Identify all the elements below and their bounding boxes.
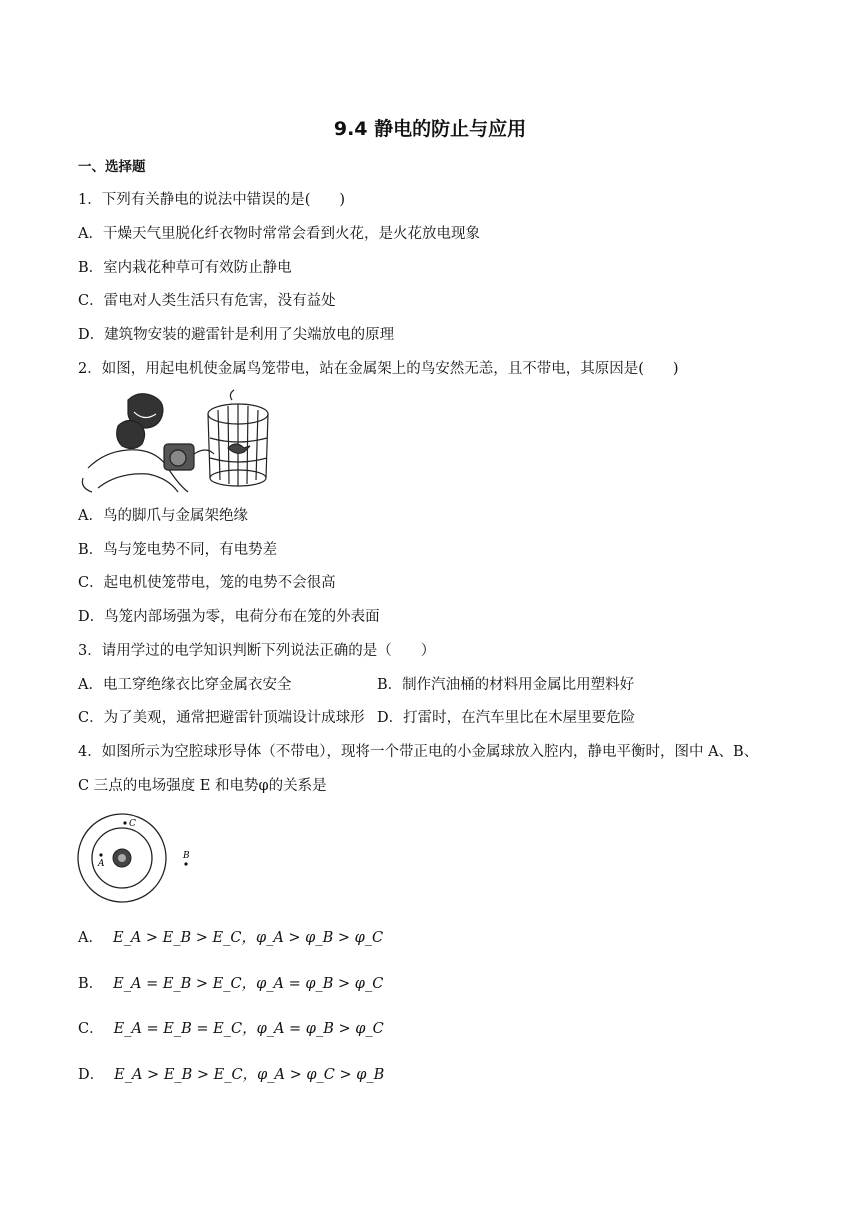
- q4-option-b-expr: E_A = E_B > E_C，φ_A = φ_B > φ_C: [113, 976, 384, 992]
- q4-option-d-expr: E_A > E_B > E_C，φ_A > φ_C > φ_B: [114, 1067, 385, 1083]
- q1-stem: 1．下列有关静电的说法中错误的是( ): [78, 192, 346, 208]
- q4-option-c: [78, 1019, 384, 1039]
- q4-stem-line1: 4．如图所示为空腔球形导体（不带电），现将一个带正电的小金属球放入腔内，静电平衡时，图中 A、B、: [78, 744, 759, 760]
- q4-option-b: [78, 974, 383, 994]
- q2-option-d: D．鸟笼内部场强为零，电荷分布在笼的外表面: [78, 609, 380, 625]
- q1-option-c: C．雷电对人类生活只有危害，没有益处: [78, 293, 336, 309]
- hollow-sphere-figure: [76, 812, 206, 908]
- page-title: 9.4 静电的防止与应用: [333, 118, 527, 140]
- q4-option-d: [78, 1065, 384, 1085]
- q4-stem-line2: C 三点的电场强度 E 和电势φ的关系是: [78, 778, 327, 794]
- q4-option-c-expr: E_A = E_B = E_C，φ_A = φ_B > φ_C: [113, 1021, 384, 1037]
- q3-option-b: B．制作汽油桶的材料用金属比用塑料好: [377, 677, 635, 693]
- point-c-label: C: [129, 819, 136, 829]
- q4-option-a: [78, 928, 383, 948]
- q4-option-c-label: C．: [78, 1021, 104, 1037]
- q1-option-d: D．建筑物安装的避雷针是利用了尖端放电的原理: [78, 327, 395, 343]
- q2-option-b: B．鸟与笼电势不同，有电势差: [78, 542, 278, 558]
- q1-option-b: B．室内栽花种草可有效防止静电: [78, 260, 292, 276]
- q2-option-a: A．鸟的脚爪与金属架绝缘: [78, 508, 248, 524]
- q4-option-a-expr: E_A > E_B > E_C，φ_A > φ_B > φ_C: [112, 930, 384, 946]
- q2-stem: 2．如图，用起电机使金属鸟笼带电，站在金属架上的鸟安然无恙，且不带电，其原因是( ): [78, 361, 679, 377]
- q4-option-b-label: B．: [78, 976, 104, 992]
- point-b-label: B: [183, 851, 190, 861]
- q3-option-d: D．打雷时，在汽车里比在木屋里要危险: [377, 710, 636, 726]
- section-heading: 一、选择题: [78, 159, 146, 175]
- q3-stem: 3．请用学过的电学知识判断下列说法正确的是（ ）: [78, 643, 436, 659]
- q1-option-a: A．干燥天气里脱化纤衣物时常常会看到火花，是火花放电现象: [78, 226, 480, 242]
- q3-option-c: C．为了美观，通常把避雷针顶端设计成球形: [78, 710, 365, 726]
- q2-option-c: C．起电机使笼带电，笼的电势不会很高: [78, 575, 336, 591]
- q3-option-a: A．电工穿绝缘衣比穿金属衣安全: [78, 677, 292, 693]
- birdcage-illustration: [78, 388, 278, 498]
- point-a-label: A: [98, 859, 105, 869]
- q4-option-d-label: D．: [78, 1067, 105, 1083]
- q4-option-a-label: A．: [78, 930, 103, 946]
